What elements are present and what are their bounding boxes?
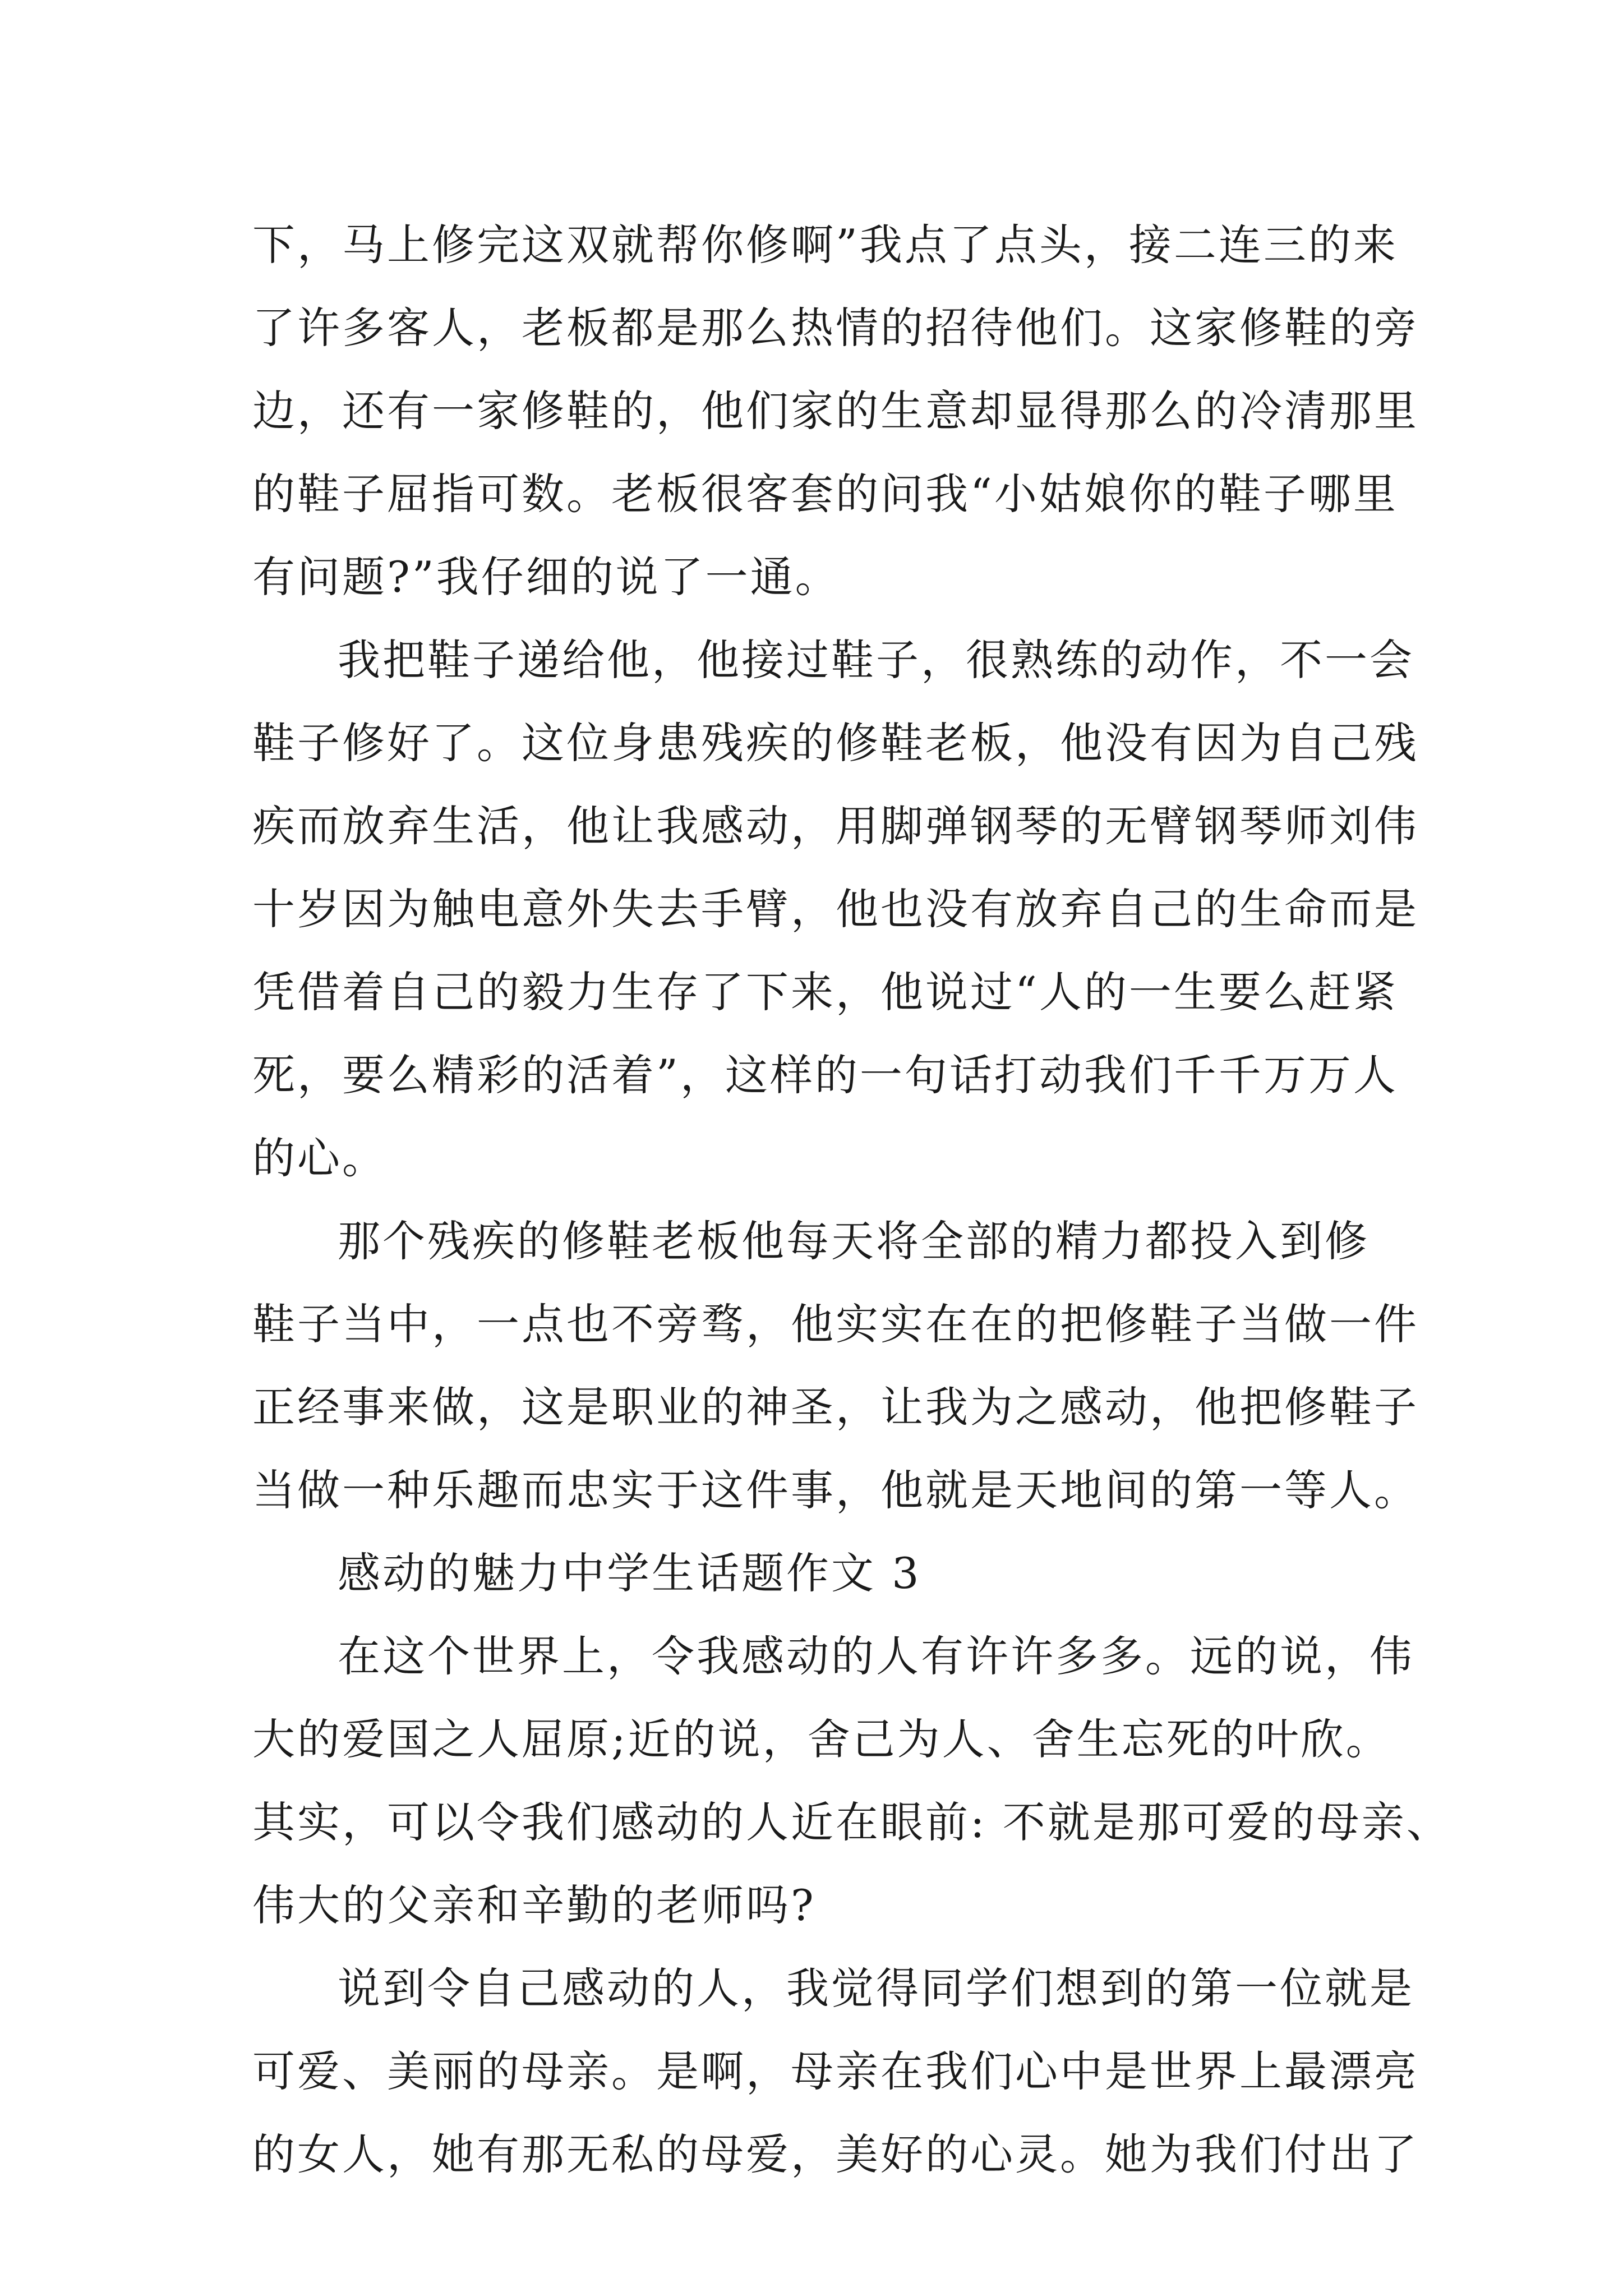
text-line: 十岁因为触电意外失去手臂，他也没有放弃自己的生命而是 xyxy=(252,884,1419,934)
text-line: 正经事来做，这是职业的神圣，让我为之感动，他把修鞋子 xyxy=(252,1382,1419,1432)
text-line: 的心。 xyxy=(252,1133,387,1183)
text-line: 的鞋子屈指可数。老板很客套的问我“小姑娘你的鞋子哪里 xyxy=(252,469,1398,519)
paragraph-start-line: 那个残疾的修鞋老板他每天将全部的精力都投入到修 xyxy=(338,1216,1370,1266)
text-line: 鞋子当中，一点也不旁骛，他实实在在的把修鞋子当做一件 xyxy=(252,1299,1419,1349)
text-line: 可爱、美丽的母亲。是啊，母亲在我们心中是世界上最漂亮 xyxy=(252,2046,1419,2096)
text-line: 疾而放弃生活，他让我感动，用脚弹钢琴的无臂钢琴师刘伟 xyxy=(252,801,1419,851)
text-line: 有问题?”我仔细的说了一通。 xyxy=(252,552,840,602)
text-line: 伟大的父亲和辛勤的老师吗? xyxy=(252,1880,816,1930)
text-line: 死，要么精彩的活着”，这样的一句话打动我们千千万万人 xyxy=(252,1050,1398,1100)
text-line: 当做一种乐趣而忠实于这件事，他就是天地间的第一等人。 xyxy=(252,1465,1419,1515)
text-line: 下，马上修完这双就帮你修啊”我点了点头，接二连三的来 xyxy=(252,220,1398,270)
paragraph-start-line: 说到令自己感动的人，我觉得同学们想到的第一位就是 xyxy=(338,1963,1414,2013)
section-heading: 感动的魅力中学生话题作文 3 xyxy=(338,1548,921,1598)
text-line: 了许多客人，老板都是那么热情的招待他们。这家修鞋的旁 xyxy=(252,303,1419,353)
paragraph-start-line: 在这个世界上，令我感动的人有许许多多。远的说，伟 xyxy=(338,1631,1414,1681)
text-line: 的女人，她有那无私的母爱，美好的心灵。她为我们付出了 xyxy=(252,2129,1419,2179)
text-line: 其实，可以令我们感动的人近在眼前: 不就是那可爱的母亲、 xyxy=(252,1797,1451,1847)
text-line: 鞋子修好了。这位身患残疾的修鞋老板，他没有因为自己残 xyxy=(252,718,1419,768)
paragraph-start-line: 我把鞋子递给他，他接过鞋子，很熟练的动作，不一会 xyxy=(338,635,1414,685)
text-line: 大的爱国之人屈原;近的说，舍己为人、舍生忘死的叶欣。 xyxy=(252,1714,1391,1764)
text-line: 边，还有一家修鞋的，他们家的生意却显得那么的冷清那里 xyxy=(252,386,1419,436)
text-line: 凭借着自己的毅力生存了下来，他说过“人的一生要么赶紧 xyxy=(252,967,1398,1017)
